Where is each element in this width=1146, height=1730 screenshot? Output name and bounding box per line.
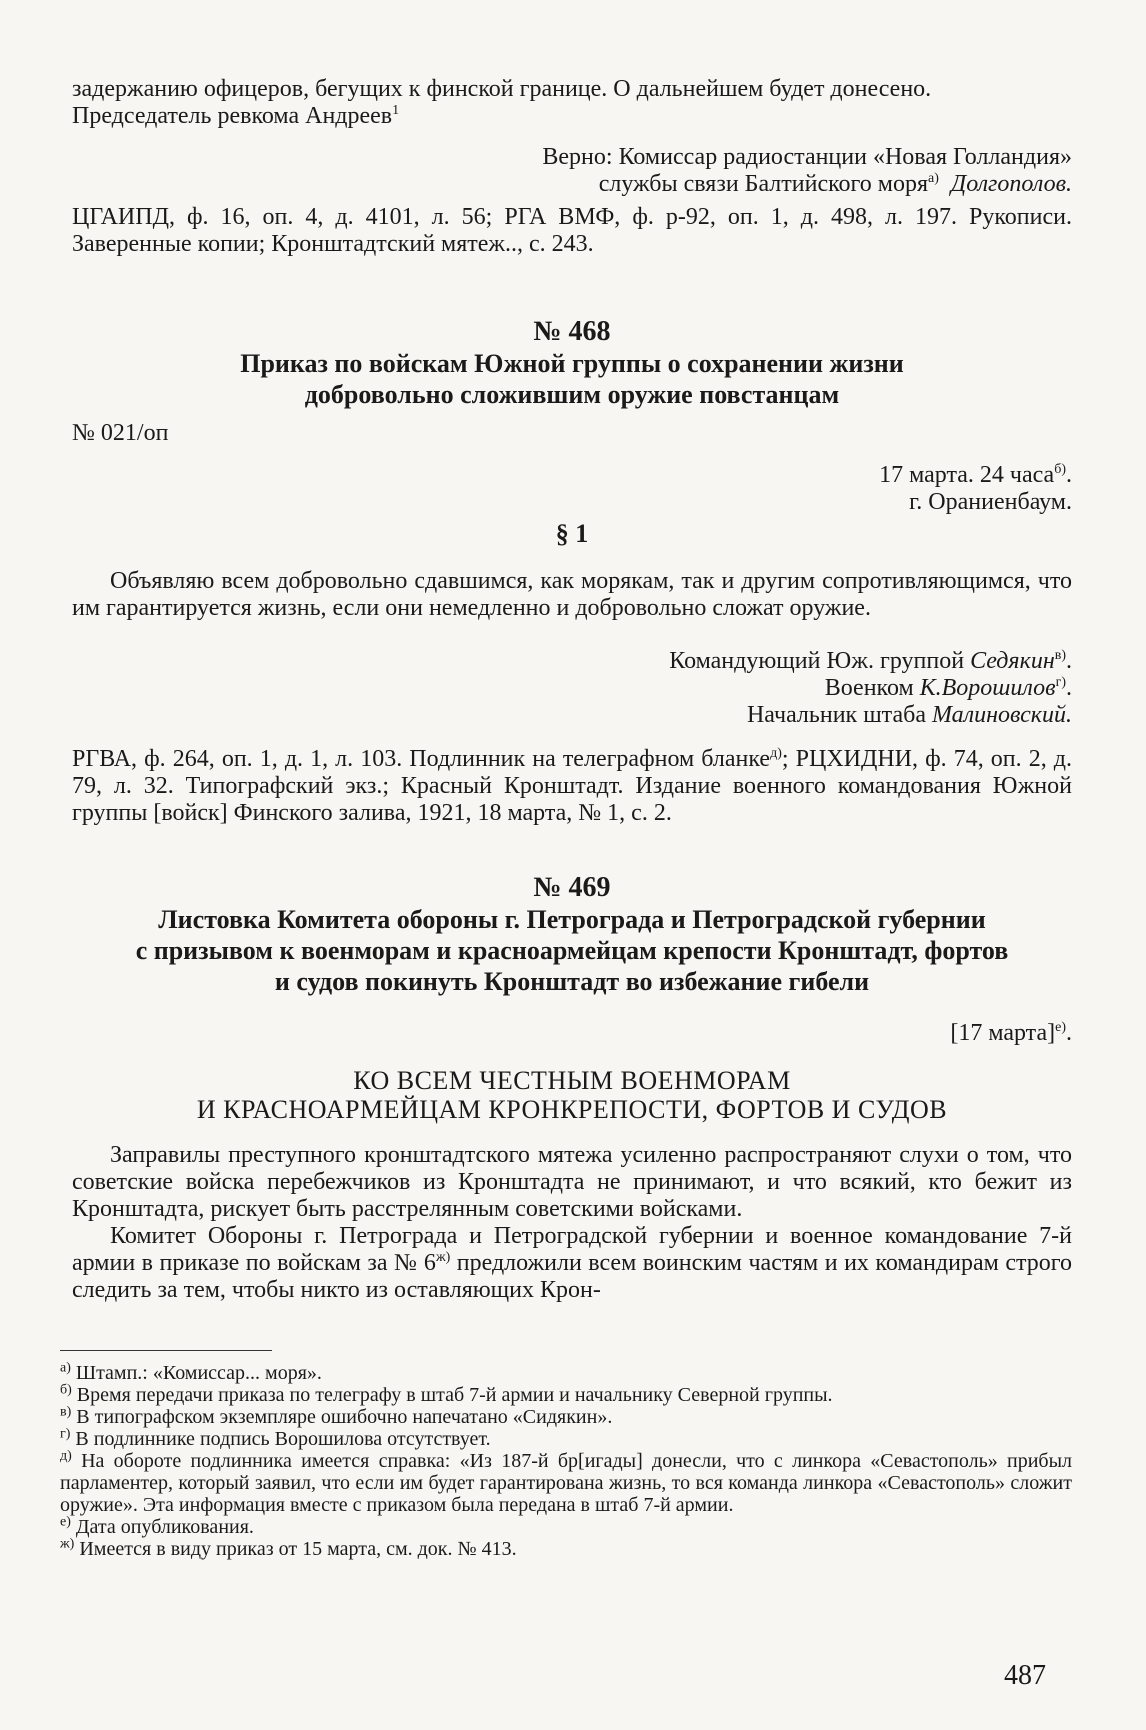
order-number: № 021/оп <box>72 420 169 446</box>
leaflet-heading-line: И КРАСНОАРМЕЙЦАМ КРОНКРЕПОСТИ, ФОРТОВ И СУДОВ <box>196 1095 948 1124</box>
footnote-divider <box>60 1350 272 1351</box>
archive-source: ЦГАИПД, ф. 16, оп. 4, д. 4101, л. 56; РГА ВМФ, ф. р-92, оп. 1, д. 498, л. 197. Рукописи. Заверенные копии; Кронштадтский мятеж.., с. 243. <box>72 204 1072 257</box>
order-date: 17 марта. 24 часа$^{б)}$. <box>879 462 1072 488</box>
leaflet-body <box>72 1142 1072 1304</box>
certification-block <box>72 144 1072 198</box>
text-line: задержанию офицеров, бегущих к финской границе. О дальнейшем будет донесено. <box>72 76 932 102</box>
doc-title-line: Листовка Комитета обороны г. Петрограда и Петроградской губернии <box>158 905 986 934</box>
paragraph: Заправилы преступного кронштадтского мятежа усиленно распространяют слухи о том, что советские войска перебежчиков из Кронштадта не принимают, и что всякий, кто бежит из Кронштадта, рискует быть расстрелянным советскими войсками. <box>72 1142 1072 1222</box>
paragraph: Комитет Обороны г. Петрограда и Петроградской губернии и военное командование 7-й армии в приказе по войскам за № $6^{ж)}$ предложили всем воинским частям и их командирам строго следить за тем, чтобы никто из оставляющих Крон- <box>72 1223 1072 1303</box>
leaflet-date: [17 марта]$^{е)}$. <box>950 1020 1072 1046</box>
footnote: $^{в)}$ В типографском экземпляре ошибочно напечатано «Сидякин». <box>60 1404 613 1428</box>
leaflet-heading <box>72 1066 1072 1124</box>
footnote: $^{д)}$ На обороте подлинника имеется справка: «Из 187-й бр[игады] донесли, что с линкора «Севастополь» прибыл парламентер, который заявил, что если им будет гарантирована жизнь, то вся команда линкора «Севастополь» сложит оружие». Эта информация вместе с приказом была передана в штаб 7-й армии. <box>60 1448 1072 1516</box>
doc-number: № 469 <box>533 872 611 903</box>
doc-468-source: РГВА, ф. 264, оп. 1, д. 1, л. 103. Подлинник на телеграфном бланке$^{д)}$; РЦХИДНИ, ф. 74, оп. 2, д. 79, л. 32. Типографский экз.; Красный Кронштадт. Издание военного командования Южной группы [войск] Финского залива, 1921, 18 марта, № 1, с. 2. <box>72 746 1072 826</box>
footnote: $^{ж)}$ Имеется в виду приказ от 15 марта, см. док. № 413. <box>60 1536 517 1560</box>
signature-commander: Командующий Юж. группой Седякин$^{в)}$. <box>669 648 1072 674</box>
doc-title-line: и судов покинуть Кронштадт во избежание гибели <box>274 967 870 996</box>
doc-number: № 468 <box>533 316 611 347</box>
doc-468-heading <box>72 316 1072 410</box>
page-number: 487 <box>1004 1660 1046 1691</box>
order-body: Объявляю всем добровольно сдавшимся, как морякам, так и другим сопротивляющимся, что им гарантируется жизнь, если они немедленно и добровольно сложат оружие. <box>72 568 1072 621</box>
section-mark: § 1 <box>555 519 589 548</box>
doc-469-heading <box>72 872 1072 997</box>
footnotes <box>60 1362 1072 1560</box>
date-place <box>72 462 1072 516</box>
previous-doc-ending <box>72 76 1072 130</box>
footnote: $^{а)}$ Штамп.: «Комиссар... моря». <box>60 1360 322 1384</box>
footnote: $^{г)}$ В подлиннике подпись Ворошилова отсутствует. <box>60 1426 491 1450</box>
certification-line-1: Верно: Комиссар радиостанции «Новая Голландия» <box>542 144 1072 170</box>
footnote: $^{б)}$ Время передачи приказа по телеграфу в штаб 7-й армии и начальнику Северной группы. <box>60 1382 833 1406</box>
signature-chief-of-staff: Начальник штаба Малиновский. <box>746 702 1072 728</box>
order-signatures <box>72 648 1072 729</box>
doc-title-line: с призывом к военморам и красноармейцам крепости Кронштадт, фортов <box>135 936 1009 965</box>
doc-title-line: добровольно сложившим оружие повстанцам <box>304 380 840 409</box>
doc-title-line: Приказ по войскам Южной группы о сохранении жизни <box>240 349 904 378</box>
signature-commissar: Военком К.Ворошилов$^{г)}$. <box>824 675 1072 701</box>
leaflet-heading-line: КО ВСЕМ ЧЕСТНЫМ ВОЕНМОРАМ <box>353 1066 791 1095</box>
chairman-signature-line: Председатель ревкома Андреев$^1$ <box>72 103 400 129</box>
order-place: г. Ораниенбаум. <box>909 489 1072 515</box>
certification-line-2: службы связи Балтийского моря$^{а)}$ Долгополов. <box>598 171 1072 197</box>
footnote: $^{е)}$ Дата опубликования. <box>60 1514 254 1538</box>
